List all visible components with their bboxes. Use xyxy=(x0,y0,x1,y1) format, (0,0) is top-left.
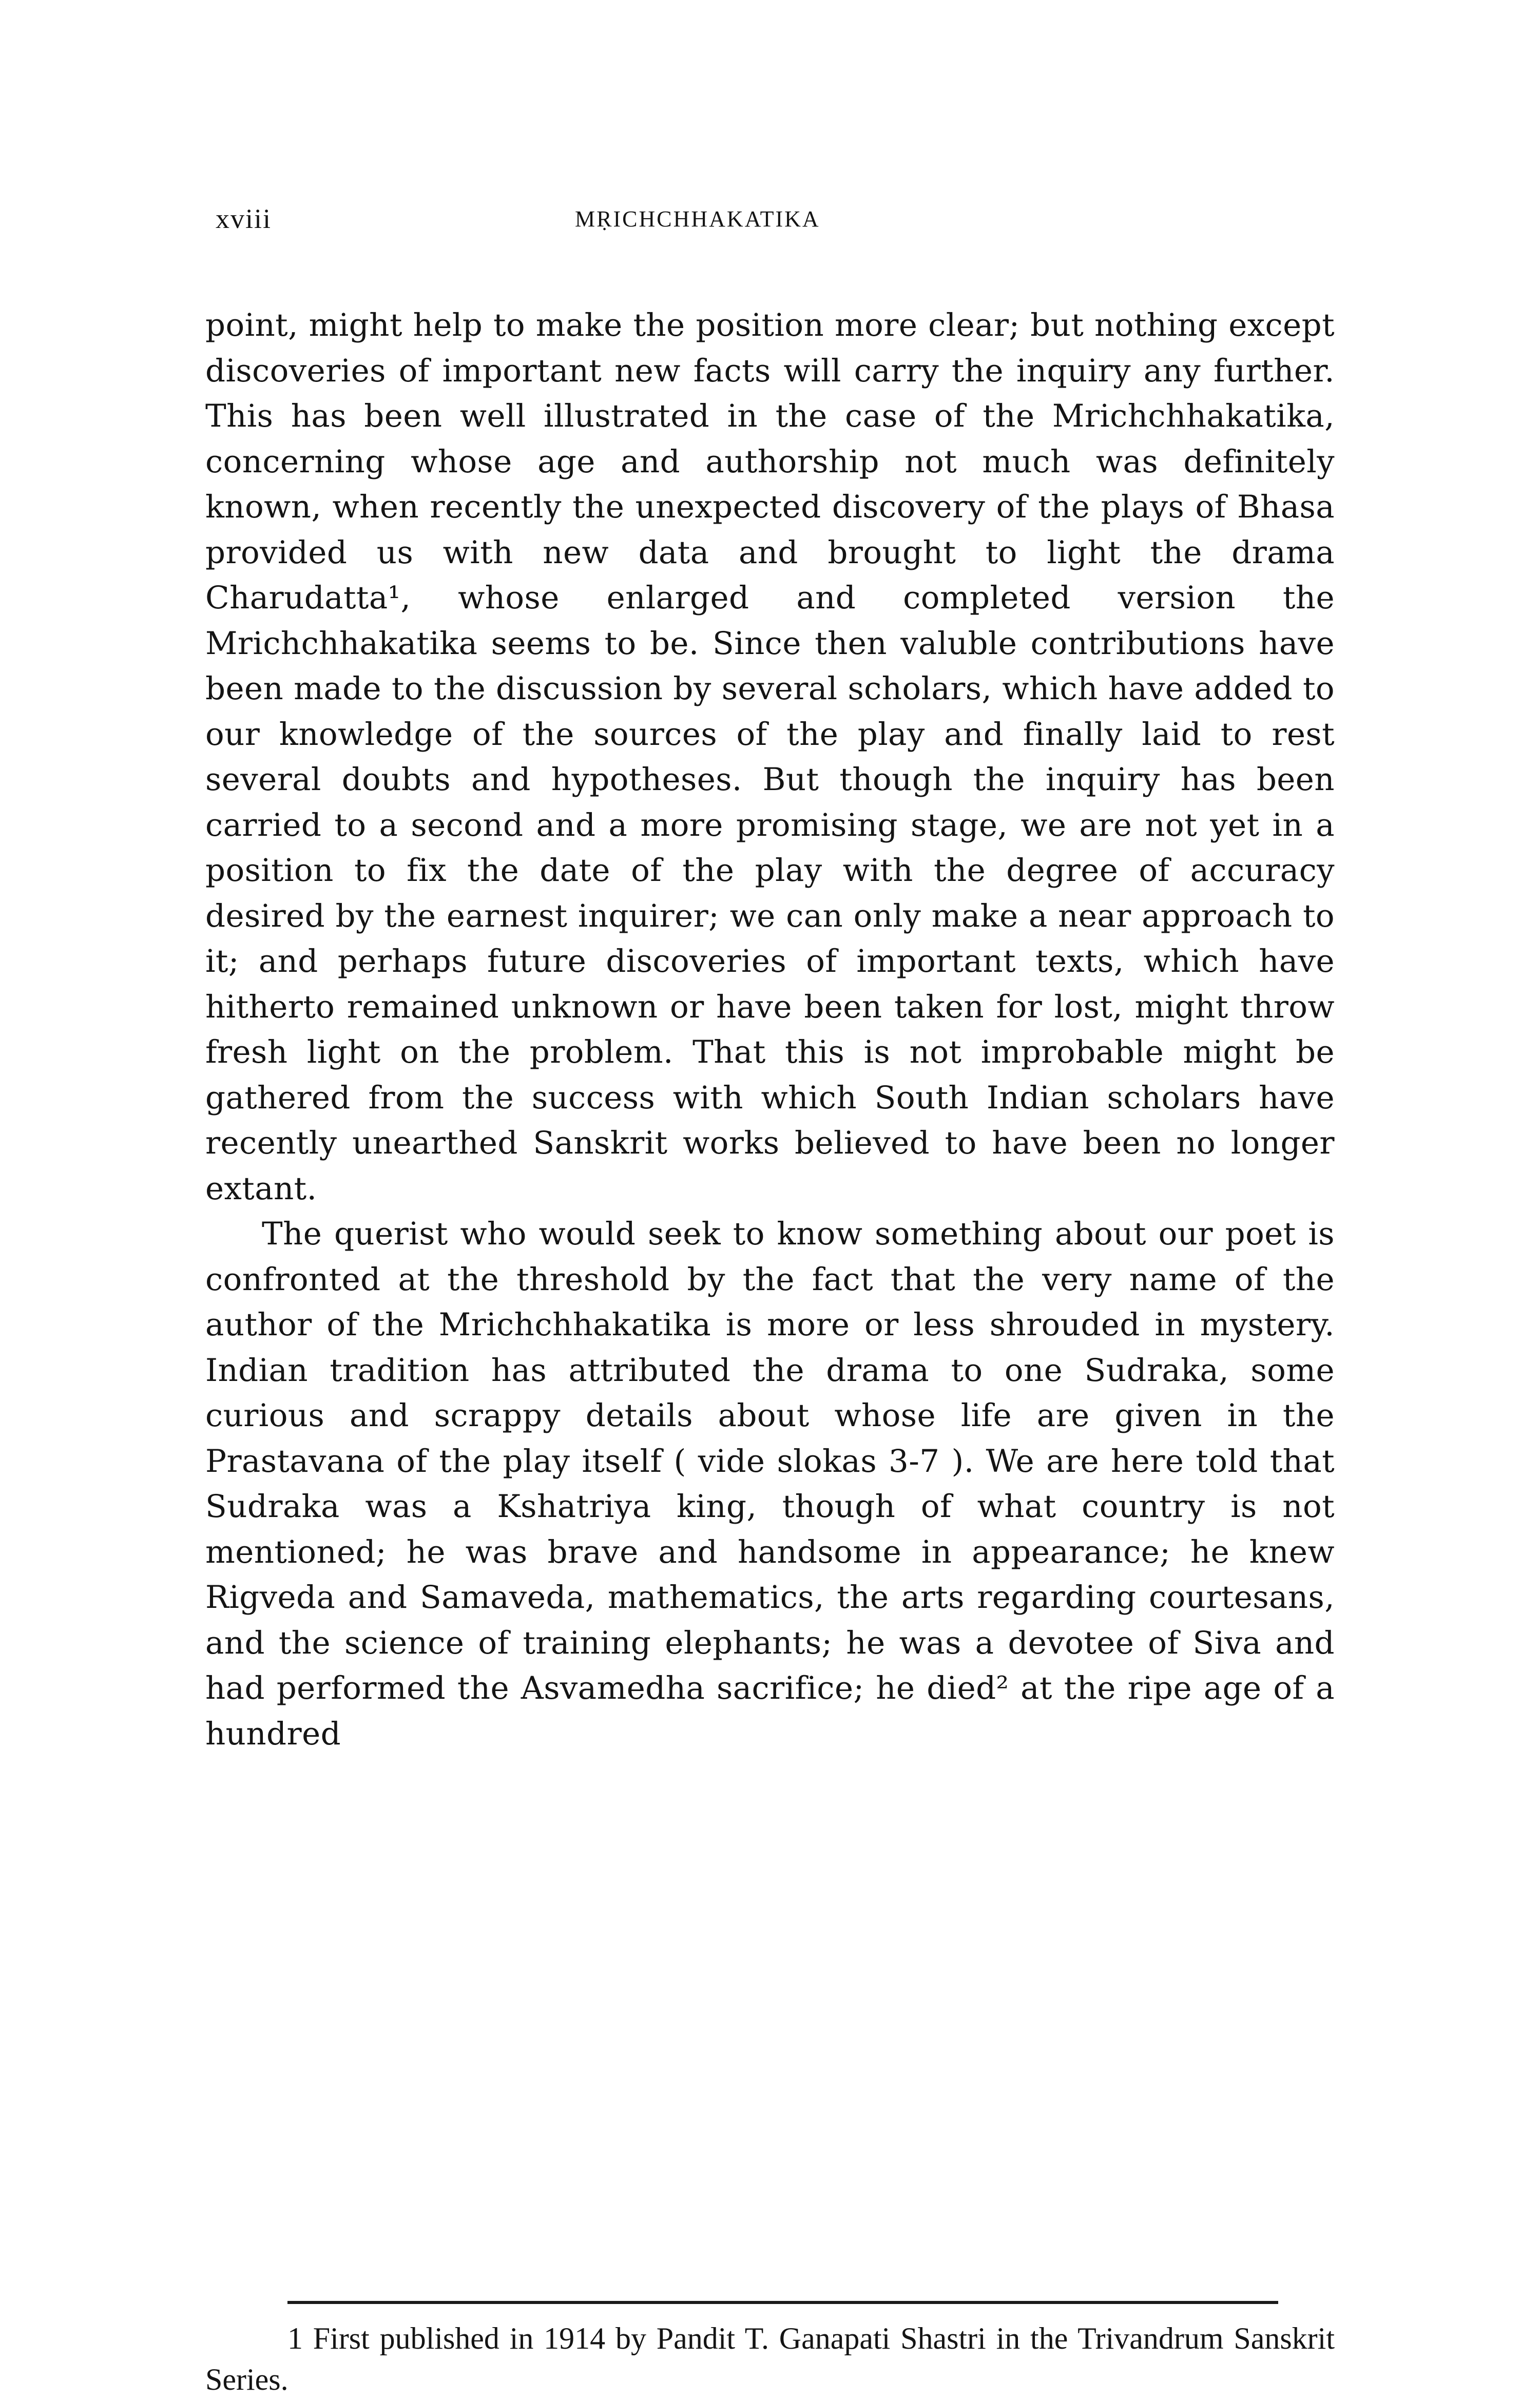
main-text xyxy=(205,303,1335,1757)
paragraph-2: The querist who would seek to know something about our poet is confronted at the threshold by the fact that the very name of the author of the Mrichchhakatika is more or less shrouded in mystery. Indian tradition has attributed the drama to one Sudraka, some curious and scrappy details about whose life are given in the Prastavana of the play itself ( vide slokas 3-7 ). We are here told that Sudraka was a Kshatriya king, though of what country is not mentioned; he was brave and handsome in appearance; he knew Rigveda and Samaveda, mathematics, the arts regarding courtesans, and the science of training elephants; he was a devotee of Siva and had performed the Asvamedha sacrifice; he died² at the ripe age of a hundred xyxy=(205,1216,1335,1752)
footnote-1: 1 First published in 1914 by Pandit T. Ganapati Shastri in the Trivandrum Sanskrit Series. xyxy=(205,2321,1335,2396)
footnote-rule xyxy=(287,2301,1278,2304)
footnotes xyxy=(205,2318,1335,2400)
page-number: xviii xyxy=(216,203,272,234)
running-title: MṚICHCHHAKATIKA xyxy=(575,206,820,232)
page-header xyxy=(216,203,1340,239)
paragraph-1: point, might help to make the position more clear; but nothing except discoveries of important new facts will carry the inquiry any further. This has been well illustrated in the case of the Mrichchhakatika, concerning whose age and authorship not much was definitely known, when recently the unexpected discovery of the plays of Bhasa provided us with new data and brought to light the drama Charudatta¹, whose enlarged and completed version the Mrichchhakatika seems to be. Since then valuble contributions have been made to the discussion by several scholars, which have added to our knowledge of the sources of the play and finally laid to rest several doubts and hypotheses. But though the inquiry has been carried to a second and a more promising stage, we are not yet in a position to fix the date of the play with the degree of accuracy desired by the earnest inquirer; we can only make a near approach to it; and perhaps future discoveries of important texts, which have hitherto remained unknown or have been taken for lost, might throw fresh light on the problem. That this is not improbable might be gathered from the success with which South Indian scholars have recently unearthed Sanskrit works believed to have been no longer extant. xyxy=(205,307,1335,1207)
